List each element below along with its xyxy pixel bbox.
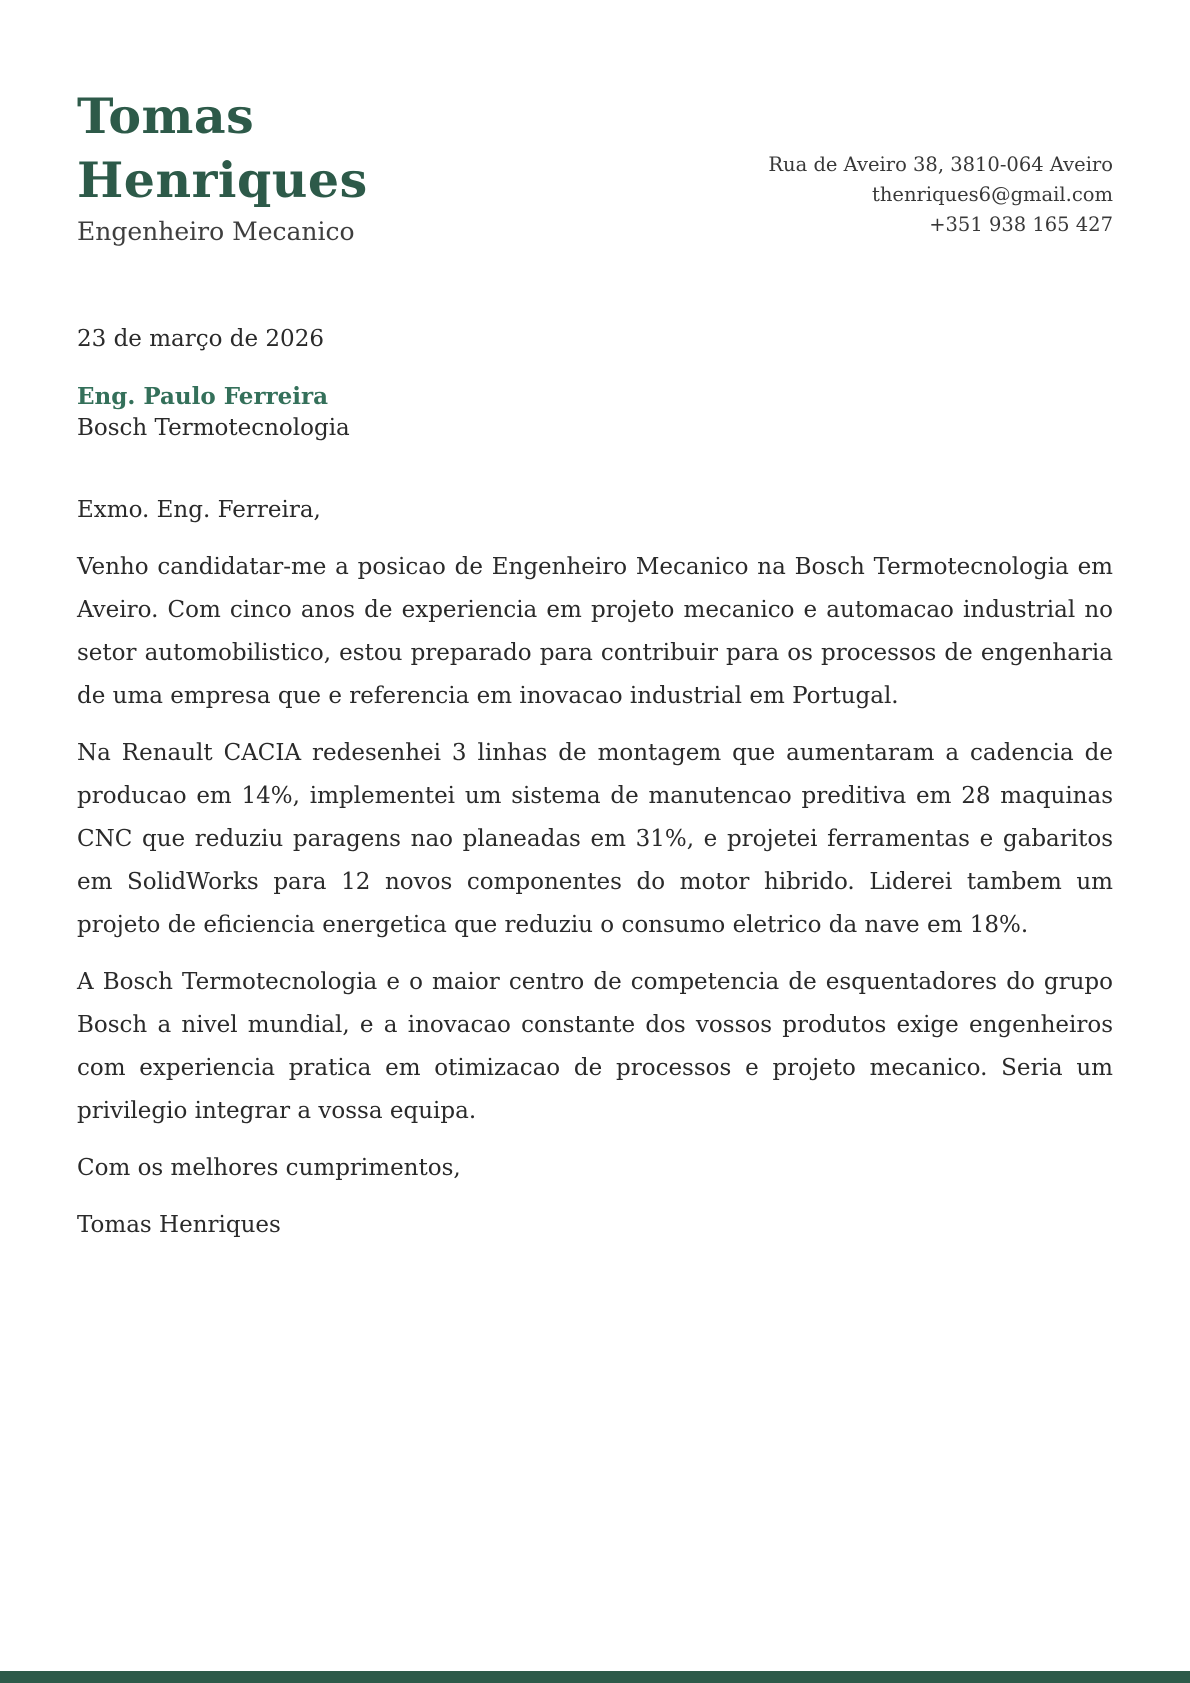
letter-body <box>77 489 1113 1247</box>
contact-email: thenriques6@gmail.com <box>872 183 1113 206</box>
sender-job-title: Engenheiro Mecanico <box>77 217 355 246</box>
letterhead <box>77 84 1113 248</box>
salutation: Exmo. Eng. Ferreira, <box>77 497 321 523</box>
letterhead-left <box>77 84 368 248</box>
recipient-company: Bosch Termotecnologia <box>77 415 350 441</box>
recipient-name: Eng. Paulo Ferreira <box>77 383 329 410</box>
contact-block <box>768 150 1113 240</box>
sender-name <box>77 84 368 212</box>
sender-name-line2: Henriques <box>77 151 368 209</box>
paragraph-2: Na Renault CACIA redesenhei 3 linhas de montagem que aumentaram a cadencia de producao em 14%, implementei um sistema de manutencao preditiva em 28 maquinas CNC que reduziu paragens nao planeadas em 31%, e projetei ferramentas e gabaritos em SolidWorks para 12 novos componentes do motor hibrido. Liderei tambem um projeto de eficiencia energetica que reduziu o consumo eletrico da nave em 18%. <box>77 740 1113 938</box>
sender-name-line1: Tomas <box>77 87 255 145</box>
paragraph-1: Venho candidatar-me a posicao de Engenheiro Mecanico na Bosch Termotecnologia em Aveiro. Com cinco anos de experiencia em projeto mecanico e automacao industrial no setor automobilistico, estou preparado para contribuir para os processos de engenharia de uma empresa que e referencia em inovacao industrial em Portugal. <box>77 554 1113 709</box>
contact-phone: +351 938 165 427 <box>929 213 1113 236</box>
signature: Tomas Henriques <box>77 1212 281 1238</box>
letter-date: 23 de março de 2026 <box>77 326 324 352</box>
recipient-block <box>77 382 1113 445</box>
footer-accent-bar <box>0 1671 1190 1683</box>
closing: Com os melhores cumprimentos, <box>77 1155 461 1181</box>
contact-address: Rua de Aveiro 38, 3810-064 Aveiro <box>768 153 1113 176</box>
paragraph-3: A Bosch Termotecnologia e o maior centro de competencia de esquentadores do grupo Bosch a nivel mundial, e a inovacao constante dos vossos produtos exige engenheiros com experiencia pratica em otimizacao de processos e projeto mecanico. Seria um privilegio integrar a vossa equipa. <box>77 969 1113 1124</box>
